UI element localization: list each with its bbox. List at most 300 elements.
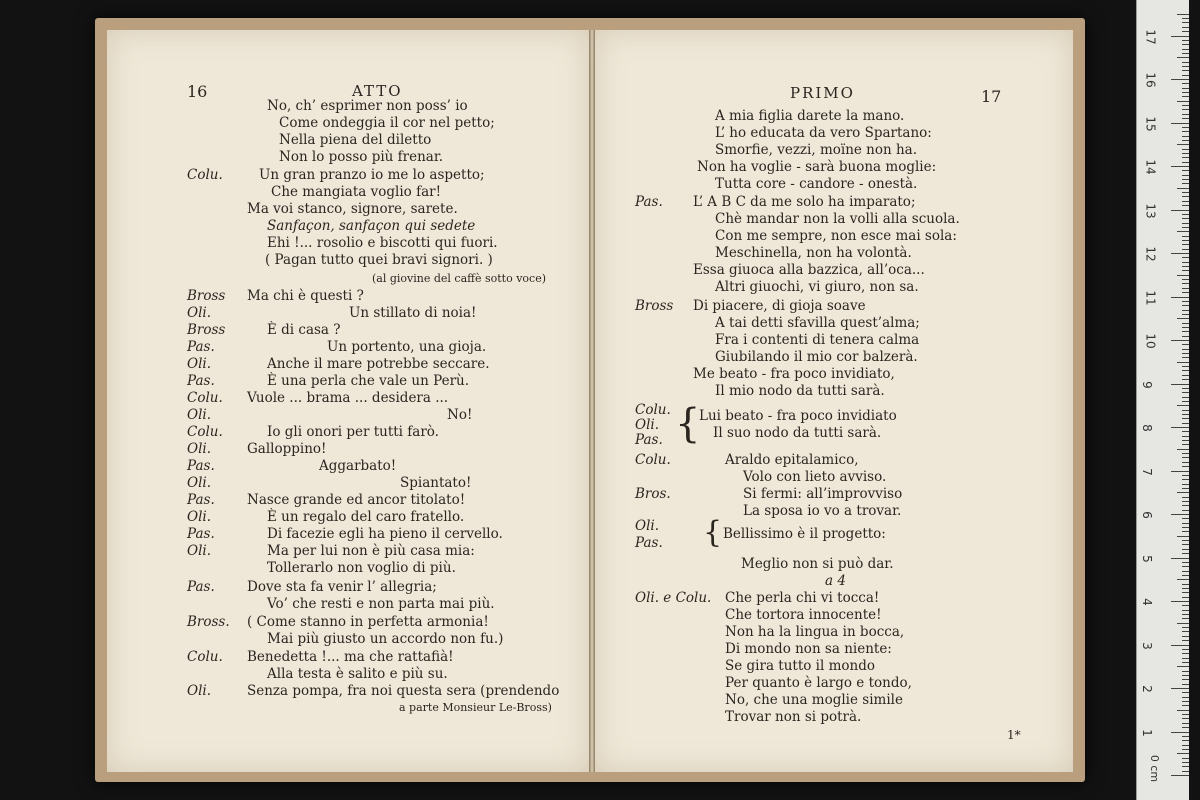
- ruler-tick: [1182, 105, 1189, 106]
- ruler-tick: [1182, 262, 1189, 263]
- right-page: [595, 30, 1073, 772]
- text-line: ( Come stanno in perfetta armonia!: [247, 614, 489, 630]
- ruler-tick: [1177, 753, 1189, 754]
- ruler-number: 2: [1139, 685, 1154, 693]
- speaker-label: Colu.: [187, 424, 223, 440]
- ruler-number: 10: [1143, 333, 1158, 349]
- text-line: Non ha la lingua in bocca,: [725, 624, 905, 640]
- ruler-tick: [1171, 601, 1189, 602]
- ruler-tick: [1177, 231, 1189, 232]
- ruler-tick: [1182, 675, 1189, 676]
- speaker-label: Pas.: [187, 458, 215, 474]
- ruler-tick: [1182, 571, 1189, 572]
- ruler-tick: [1182, 436, 1189, 437]
- ruler-tick: [1182, 649, 1189, 650]
- text-line: Essa giuoca alla bazzica, all’oca...: [693, 262, 925, 278]
- ruler-number: 6: [1139, 511, 1154, 519]
- ruler-tick: [1177, 188, 1189, 189]
- ruler-tick: [1182, 223, 1189, 224]
- ruler-tick: [1182, 610, 1189, 611]
- text-line: Spiantato!: [400, 475, 472, 491]
- ruler-tick: [1182, 314, 1189, 315]
- ruler-tick: [1182, 518, 1189, 519]
- stage-direction: (al giovine del caffè sotto voce): [372, 272, 547, 285]
- speaker-label: Colu.: [187, 649, 223, 665]
- ruler-tick: [1182, 484, 1189, 485]
- ruler-tick: [1182, 527, 1189, 528]
- ruler-tick: [1171, 123, 1189, 124]
- signature-mark: 1*: [1007, 728, 1021, 742]
- ruler-tick: [1182, 96, 1189, 97]
- ruler-tick: [1182, 723, 1189, 724]
- ruler-number: 8: [1139, 424, 1154, 432]
- ruler-tick: [1182, 662, 1189, 663]
- text-line: Meglio non si può dar.: [741, 556, 894, 572]
- ruler-tick: [1182, 236, 1189, 237]
- speaker-label: Oli.: [635, 417, 659, 433]
- text-line: Bellissimo è il progetto:: [723, 526, 886, 542]
- ruler-tick: [1177, 275, 1189, 276]
- text-line: Tutta core - candore - onestà.: [715, 176, 918, 192]
- ruler-tick: [1182, 227, 1189, 228]
- speaker-label: Pas.: [187, 526, 215, 542]
- text-line: Sanfaçon, sanfaçon qui sedete: [267, 218, 476, 234]
- text-line: A tai detti sfavilla quest’alma;: [715, 315, 920, 331]
- text-line: Si fermi: all’improvviso: [743, 486, 903, 502]
- running-head-left: ATTO: [352, 82, 403, 100]
- text-line: È una perla che vale un Perù.: [267, 373, 470, 389]
- ruler-tick: [1171, 210, 1189, 211]
- ruler-tick: [1182, 401, 1189, 402]
- ruler-tick: [1182, 640, 1189, 641]
- speaker-label: Oli.: [187, 509, 211, 525]
- ruler-number: 3: [1139, 641, 1154, 650]
- text-line: Tollerarlo non voglio di più.: [267, 560, 456, 576]
- text-line: Come ondeggia il cor nel petto;: [279, 115, 495, 131]
- ruler-tick: [1182, 288, 1189, 289]
- ruler-tick: [1171, 471, 1189, 472]
- text-line: Dove sta fa venir l’ allegria;: [247, 579, 437, 595]
- ruler-tick: [1182, 658, 1189, 659]
- text-line: Fra i contenti di tenera calma: [715, 332, 920, 348]
- ruler-tick: [1182, 462, 1189, 463]
- ruler-tick: [1182, 597, 1189, 598]
- text-line: a 4: [825, 573, 846, 589]
- speaker-label: Bross: [187, 322, 226, 338]
- ruler-tick: [1182, 214, 1189, 215]
- ruler-tick: [1182, 370, 1189, 371]
- ruler-tick: [1182, 283, 1189, 284]
- ruler-tick: [1182, 244, 1189, 245]
- ruler-tick: [1182, 566, 1189, 567]
- ruler-tick: [1182, 631, 1189, 632]
- ruler-tick: [1182, 357, 1189, 358]
- ruler-tick: [1182, 584, 1189, 585]
- ruler-tick: [1182, 475, 1189, 476]
- ruler-tick: [1182, 131, 1189, 132]
- ruler-tick: [1171, 253, 1189, 254]
- ruler-tick: [1182, 605, 1189, 606]
- ruler-tick: [1182, 240, 1189, 241]
- ruler-tick: [1182, 62, 1189, 63]
- ruler-tick: [1182, 323, 1189, 324]
- text-line: Il mio nodo da tutti sarà.: [715, 383, 885, 399]
- ruler-tick: [1171, 514, 1189, 515]
- ruler-tick: [1171, 732, 1189, 733]
- ruler-tick: [1182, 466, 1189, 467]
- ruler-tick: [1182, 53, 1189, 54]
- speaker-label: Colu.: [635, 402, 671, 418]
- ruler-tick: [1182, 501, 1189, 502]
- ruler-tick: [1182, 301, 1189, 302]
- ruler-tick: [1182, 127, 1189, 128]
- ruler-tick: [1182, 440, 1189, 441]
- speaker-label: Oli.: [635, 518, 659, 534]
- ruler-tick: [1171, 36, 1189, 37]
- ruler-tick: [1182, 170, 1189, 171]
- ruler-tick: [1182, 331, 1189, 332]
- speaker-label: Oli. e Colu.: [635, 590, 712, 606]
- ruler-tick: [1182, 353, 1189, 354]
- text-line: Ma per lui non è più casa mia:: [267, 543, 475, 559]
- ruler-tick: [1182, 136, 1189, 137]
- ruler-tick: [1182, 727, 1189, 728]
- ruler-tick: [1182, 196, 1189, 197]
- ruler-tick: [1182, 266, 1189, 267]
- ruler-tick: [1182, 762, 1189, 763]
- ruler-tick: [1182, 523, 1189, 524]
- ruler-tick: [1182, 701, 1189, 702]
- ruler-tick: [1182, 279, 1189, 280]
- text-line: Ehi !... rosolio e biscotti qui fuori.: [267, 235, 498, 251]
- ruler-tick: [1182, 653, 1189, 654]
- ruler-number: 17: [1143, 28, 1158, 45]
- speaker-label: Oli.: [187, 475, 211, 491]
- open-book: [95, 18, 1085, 782]
- text-line: Di facezie egli ha pieno il cervello.: [267, 526, 503, 542]
- ruler-tick: [1182, 175, 1189, 176]
- ruler-number: 1: [1139, 728, 1154, 737]
- ruler-tick: [1182, 140, 1189, 141]
- ruler-number: 15: [1143, 115, 1158, 132]
- ruler-tick: [1182, 714, 1189, 715]
- ruler-tick: [1182, 766, 1189, 767]
- ruler-tick: [1182, 745, 1189, 746]
- text-line: Benedetta !... ma che rattafià!: [247, 649, 454, 665]
- speaker-label: Oli.: [187, 305, 211, 321]
- text-line: Che perla chi vi tocca!: [725, 590, 880, 606]
- ruler-tick: [1177, 101, 1189, 102]
- ruler-tick: [1177, 405, 1189, 406]
- speaker-label: Pas.: [187, 373, 215, 389]
- ruler-tick: [1182, 327, 1189, 328]
- ruler-tick: [1182, 397, 1189, 398]
- text-line: Mai più giusto un accordo non fu.): [267, 631, 504, 647]
- speaker-label: Oli.: [187, 441, 211, 457]
- ruler-tick: [1171, 645, 1189, 646]
- ruler-tick: [1177, 710, 1189, 711]
- ruler-tick: [1182, 718, 1189, 719]
- ruler-tick: [1182, 70, 1189, 71]
- brace-glyph: {: [703, 515, 723, 550]
- ruler-tick: [1171, 297, 1189, 298]
- speaker-label: Pas.: [187, 579, 215, 595]
- ruler-unit-label: 0 cm: [1148, 754, 1162, 783]
- ruler-tick: [1182, 336, 1189, 337]
- ruler-tick: [1182, 75, 1189, 76]
- brace-glyph: {: [675, 401, 701, 447]
- text-line: Non ha voglie - sarà buona moglie:: [697, 159, 937, 175]
- text-line: Vo’ che resti e non parta mai più.: [267, 596, 495, 612]
- ruler-tick: [1177, 14, 1189, 15]
- ruler-tick: [1182, 488, 1189, 489]
- ruler-tick: [1182, 201, 1189, 202]
- ruler-tick: [1182, 205, 1189, 206]
- text-line: Giubilando il mio cor balzerà.: [715, 349, 918, 365]
- left-page: [107, 30, 589, 772]
- ruler-tick: [1182, 157, 1189, 158]
- ruler-tick: [1182, 614, 1189, 615]
- speaker-label: Pas.: [187, 492, 215, 508]
- speaker-label: Bros.: [635, 486, 671, 502]
- ruler-tick: [1182, 344, 1189, 345]
- speaker-label: Bross.: [187, 614, 230, 630]
- text-line: Chè mandar non la volli alla scuola.: [715, 211, 960, 227]
- ruler-tick: [1182, 771, 1189, 772]
- ruler-tick: [1182, 497, 1189, 498]
- ruler-tick: [1182, 375, 1189, 376]
- ruler-tick: [1182, 66, 1189, 67]
- text-line: L’ ho educata da vero Spartano:: [715, 125, 932, 141]
- text-line: Smorfie, vezzi, moïne non ha.: [715, 142, 918, 158]
- ruler-tick: [1182, 627, 1189, 628]
- text-line: Di piacere, di gioja soave: [693, 298, 866, 314]
- running-head-right: PRIMO: [790, 84, 855, 102]
- ruler-tick: [1182, 183, 1189, 184]
- text-line: Me beato - fra poco invidiato,: [693, 366, 895, 382]
- ruler-tick: [1182, 418, 1189, 419]
- ruler-tick: [1182, 692, 1189, 693]
- ruler-tick: [1182, 510, 1189, 511]
- text-line: Lui beato - fra poco invidiato: [699, 408, 897, 424]
- stage-direction: a parte Monsieur Le-Bross): [399, 701, 552, 714]
- ruler-number: 13: [1143, 202, 1158, 219]
- ruler-tick: [1177, 492, 1189, 493]
- ruler-number: 14: [1143, 159, 1158, 175]
- ruler-tick: [1182, 40, 1189, 41]
- ruler-tick: [1177, 449, 1189, 450]
- ruler-tick: [1182, 636, 1189, 637]
- ruler-tick: [1182, 388, 1189, 389]
- text-line: A mia figlia darete la mano.: [715, 108, 905, 124]
- text-line: No, ch’ esprimer non poss’ io: [267, 98, 468, 114]
- speaker-label: Oli.: [187, 543, 211, 559]
- ruler-tick: [1182, 736, 1189, 737]
- text-line: Anche il mare potrebbe seccare.: [267, 356, 490, 372]
- ruler-tick: [1182, 379, 1189, 380]
- ruler-tick: [1182, 531, 1189, 532]
- text-line: Un gran pranzo io me lo aspetto;: [259, 167, 485, 183]
- ruler-tick: [1171, 427, 1189, 428]
- ruler-tick: [1182, 392, 1189, 393]
- text-line: Altri giuochi, vi giuro, non sa.: [715, 279, 919, 295]
- ruler-tick: [1182, 153, 1189, 154]
- text-line: Di mondo non sa niente:: [725, 641, 892, 657]
- ruler-tick: [1182, 218, 1189, 219]
- ruler-tick: [1182, 349, 1189, 350]
- speaker-label: Colu.: [635, 452, 671, 468]
- ruler-tick: [1182, 592, 1189, 593]
- ruler-tick: [1177, 318, 1189, 319]
- ruler-tick: [1171, 166, 1189, 167]
- text-line: Aggarbato!: [319, 458, 397, 474]
- text-line: È di casa ?: [267, 322, 341, 338]
- text-line: ( Pagan tutto quei bravi signori. ): [265, 252, 493, 268]
- ruler-tick: [1171, 775, 1189, 776]
- text-line: Trovar non si potrà.: [725, 709, 862, 725]
- speaker-label: Bross: [635, 298, 674, 314]
- ruler-tick: [1182, 705, 1189, 706]
- ruler-tick: [1182, 575, 1189, 576]
- ruler-tick: [1171, 558, 1189, 559]
- ruler-tick: [1182, 444, 1189, 445]
- ruler-tick: [1182, 423, 1189, 424]
- text-line: Che tortora innocente!: [725, 607, 882, 623]
- ruler-number: 9: [1139, 380, 1154, 389]
- ruler-tick: [1182, 49, 1189, 50]
- text-line: L’ A B C da me solo ha imparato;: [693, 194, 916, 210]
- ruler-tick: [1182, 431, 1189, 432]
- text-line: Araldo epitalamico,: [725, 452, 859, 468]
- ruler-tick: [1177, 623, 1189, 624]
- ruler-tick: [1182, 22, 1189, 23]
- speaker-label: Pas.: [635, 535, 663, 551]
- ruler-tick: [1171, 340, 1189, 341]
- text-line: Galloppino!: [247, 441, 327, 457]
- ruler-tick: [1177, 362, 1189, 363]
- ruler-number: 7: [1139, 467, 1154, 476]
- ruler-number: 16: [1143, 72, 1158, 88]
- ruler-tick: [1182, 88, 1189, 89]
- ruler-tick: [1182, 249, 1189, 250]
- ruler-tick: [1182, 292, 1189, 293]
- speaker-label: Pas.: [635, 194, 663, 210]
- ruler-tick: [1177, 57, 1189, 58]
- text-line: Alla testa è salito e più su.: [267, 666, 448, 682]
- ruler-tick: [1182, 31, 1189, 32]
- text-line: Che mangiata voglio far!: [271, 184, 441, 200]
- ruler-tick: [1182, 540, 1189, 541]
- ruler-tick: [1182, 457, 1189, 458]
- ruler-tick: [1182, 553, 1189, 554]
- ruler-tick: [1182, 366, 1189, 367]
- ruler-tick: [1182, 588, 1189, 589]
- page-number-left: 16: [187, 82, 208, 101]
- text-line: No, che una moglie simile: [725, 692, 903, 708]
- text-line: Se gira tutto il mondo: [725, 658, 875, 674]
- speaker-label: Oli.: [187, 356, 211, 372]
- text-line: Ma voi stanco, signore, sarete.: [247, 201, 458, 217]
- ruler-tick: [1182, 697, 1189, 698]
- ruler-tick: [1182, 310, 1189, 311]
- text-line: No!: [447, 407, 473, 423]
- text-line: La sposa io vo a trovar.: [743, 503, 902, 519]
- text-line: Il suo nodo da tutti sarà.: [713, 425, 882, 441]
- text-line: Un portento, una gioja.: [327, 339, 487, 355]
- text-line: Volo con lieto avviso.: [743, 469, 887, 485]
- ruler-tick: [1182, 44, 1189, 45]
- text-line: Meschinella, non ha volontà.: [715, 245, 912, 261]
- ruler-tick: [1182, 162, 1189, 163]
- measuring-ruler: [1136, 0, 1189, 800]
- ruler-tick: [1182, 758, 1189, 759]
- ruler-number: 12: [1143, 246, 1158, 262]
- ruler-number: 4: [1139, 598, 1154, 606]
- ruler-tick: [1182, 684, 1189, 685]
- ruler-tick: [1182, 27, 1189, 28]
- text-line: Vuole ... brama ... desidera ...: [247, 390, 449, 406]
- page-number-right: 17: [981, 87, 1002, 106]
- speaker-label: Pas.: [187, 339, 215, 355]
- text-line: Per quanto è largo e tondo,: [725, 675, 912, 691]
- ruler-tick: [1171, 384, 1189, 385]
- ruler-tick: [1182, 305, 1189, 306]
- ruler-tick: [1182, 92, 1189, 93]
- speaker-label: Colu.: [187, 167, 223, 183]
- ruler-tick: [1177, 144, 1189, 145]
- ruler-tick: [1171, 79, 1189, 80]
- speaker-label: Oli.: [187, 407, 211, 423]
- ruler-tick: [1182, 414, 1189, 415]
- ruler-tick: [1182, 18, 1189, 19]
- ruler-tick: [1182, 679, 1189, 680]
- speaker-label: Oli.: [187, 683, 211, 699]
- speaker-label: Pas.: [635, 432, 663, 448]
- ruler-number: 11: [1143, 289, 1158, 306]
- ruler-tick: [1182, 549, 1189, 550]
- ruler-tick: [1177, 666, 1189, 667]
- speaker-label: Bross: [187, 288, 226, 304]
- ruler-tick: [1177, 579, 1189, 580]
- ruler-tick: [1182, 109, 1189, 110]
- ruler-tick: [1182, 562, 1189, 563]
- ruler-tick: [1182, 114, 1189, 115]
- ruler-tick: [1182, 618, 1189, 619]
- ruler-tick: [1182, 270, 1189, 271]
- speaker-label: Colu.: [187, 390, 223, 406]
- ruler-tick: [1182, 118, 1189, 119]
- ruler-tick: [1182, 671, 1189, 672]
- text-line: Non lo posso più frenar.: [279, 149, 444, 165]
- ruler-tick: [1182, 740, 1189, 741]
- ruler-tick: [1182, 179, 1189, 180]
- ruler-tick: [1182, 410, 1189, 411]
- text-line: È un regalo del caro fratello.: [267, 509, 465, 525]
- ruler-tick: [1182, 192, 1189, 193]
- ruler-tick: [1182, 149, 1189, 150]
- ruler-tick: [1177, 536, 1189, 537]
- text-line: Ma chi è questi ?: [247, 288, 364, 304]
- ruler-tick: [1182, 749, 1189, 750]
- ruler-tick: [1182, 453, 1189, 454]
- text-line: Nella piena del diletto: [279, 132, 432, 148]
- ruler-tick: [1182, 479, 1189, 480]
- text-line: Con me sempre, non esce mai sola:: [715, 228, 957, 244]
- text-line: Nasce grande ed ancor titolato!: [247, 492, 466, 508]
- text-line: Un stillato di noia!: [349, 305, 477, 321]
- ruler-tick: [1171, 688, 1189, 689]
- text-line: Io gli onori per tutti farò.: [267, 424, 439, 440]
